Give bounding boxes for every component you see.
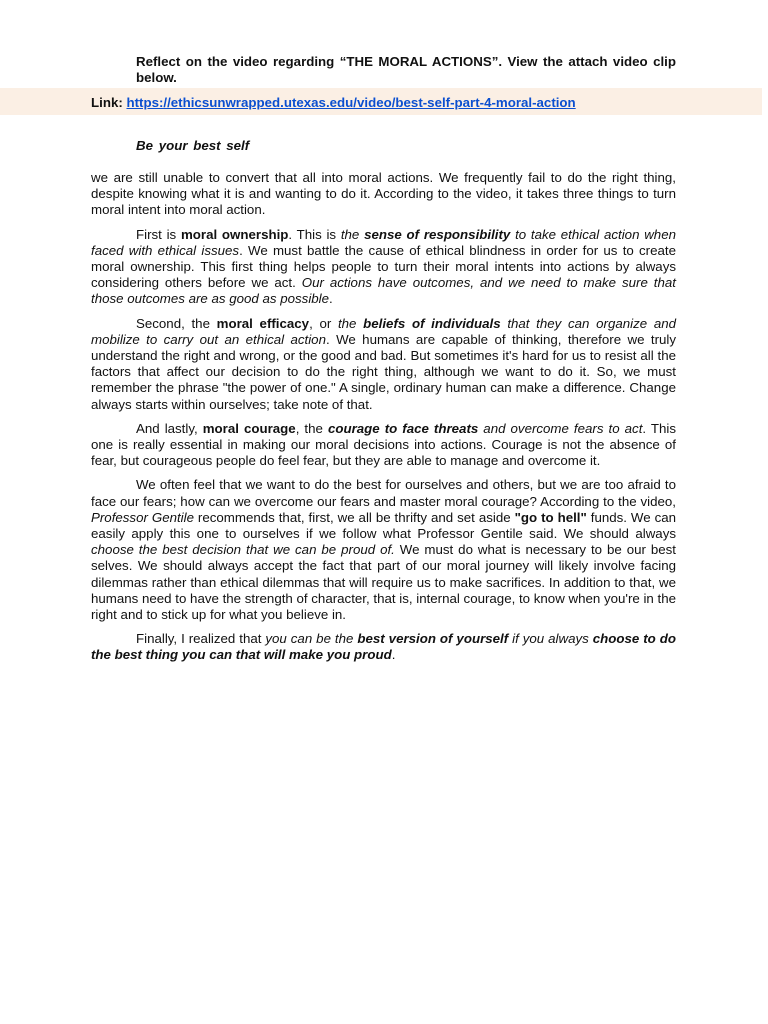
paragraph-conclusion (91, 631, 676, 663)
term-beliefs-of-individuals: beliefs of individuals (363, 315, 501, 331)
video-link[interactable]: https://ethicsunwrapped.utexas.edu/video/best-self-part-4-moral-action (126, 95, 576, 110)
paragraph-moral-efficacy (91, 316, 676, 413)
text-run: . We must battle the cause of ethical blindness in order for us to create moral ownership. This first thing helps people to turn their moral intents into actions by always considering others before we act. (91, 242, 676, 291)
term-make-you-proud: choose to do the best thing you can that will make you proud (91, 631, 676, 663)
text-run: you can be the (265, 631, 358, 647)
paragraph-intro (91, 170, 676, 219)
term-sense-of-responsibility: sense of responsibility (364, 226, 511, 242)
text-run: and overcome fears to act (478, 420, 643, 436)
video-link-line (91, 95, 576, 111)
text-run: we are still unable to convert that all into moral actions. We frequently fail to do the right thing, despite knowing what it is and wanting to do it. According to the video, it takes three things to turn moral intent into moral action. (91, 170, 676, 218)
paragraph-overcoming-fears (91, 477, 676, 623)
text-run: choose the best decision that we can be proud of. (91, 542, 395, 558)
text-run: . This is (288, 226, 341, 242)
text-run: Our actions have outcomes, and we need to make sure that those outcomes are as good as possible (91, 275, 676, 307)
paragraph-moral-courage (91, 421, 676, 470)
text-run: Second, the (136, 315, 217, 331)
term-moral-courage: moral courage (202, 420, 296, 436)
text-run: . (391, 647, 396, 663)
text-run: We often feel that we want to do the best for ourselves and others, but we are too afraid to face our fears; how can we overcome our fears and master moral courage? According to the video, (91, 477, 676, 509)
text-run: to take ethical action when faced with ethical issues (91, 226, 676, 258)
text-run: We must do what is necessary to be our best selves. We should always accept the fact that part of our moral journey will likely involve facing dilemmas rather than ethical dilemmas that will require us to make sacrifices. In addition to that, we humans need to have the strength of character, that is, internal courage, to know when you're in the right and to stick up for what you believe in. (91, 542, 677, 623)
text-run: . This one is really essential in making our moral decisions into actions. Courage is not the absence of fear, but courageous people do feel fear, but they are able to manage and overcome it. (91, 420, 676, 469)
text-run: Professor Gentile (91, 509, 194, 525)
term-best-version: best version of yourself (357, 631, 509, 647)
text-run: recommends that, first, we all be thrifty and set aside (193, 509, 515, 525)
paragraph-moral-ownership (91, 227, 676, 308)
term-moral-efficacy: moral efficacy (216, 315, 310, 331)
text-run: , the (295, 420, 328, 436)
text-run: the (337, 315, 364, 331)
essay-subtitle: Be your best self (136, 138, 250, 153)
text-run: . (329, 291, 333, 307)
assignment-instruction: Reflect on the video regarding “THE MORAL ACTIONS”. View the attach video clip below. (136, 54, 676, 86)
essay-body (91, 170, 676, 672)
text-run: And lastly, (136, 420, 203, 436)
text-run: First is (136, 226, 181, 242)
text-run: funds. We can easily apply this one to ourselves if we follow what Professor Gentile said. We should always (91, 509, 677, 542)
text-run: if you always (508, 631, 593, 647)
term-moral-ownership: moral ownership (180, 226, 289, 242)
link-label: Link: (91, 95, 123, 110)
term-courage-to-face-threats: courage to face threats (327, 420, 479, 436)
text-run: that they can organize and mobilize to carry out an ethical action (91, 315, 676, 347)
text-run: . We humans are capable of thinking, therefore we truly understand the right and wrong, or the good and bad. But sometimes it's hard for us to resist all the factors that affect our decision to do the right thing, although we want to do it. So, we must remember the phrase "the power of one." A single, ordinary human can make a difference. Change always starts within ourselves; take note of that. (91, 331, 676, 412)
text-run: Finally, I realized that (136, 631, 266, 647)
text-run: the (340, 226, 365, 242)
text-run: , or (309, 315, 338, 331)
term-go-to-hell: "go to hell" (514, 509, 587, 525)
